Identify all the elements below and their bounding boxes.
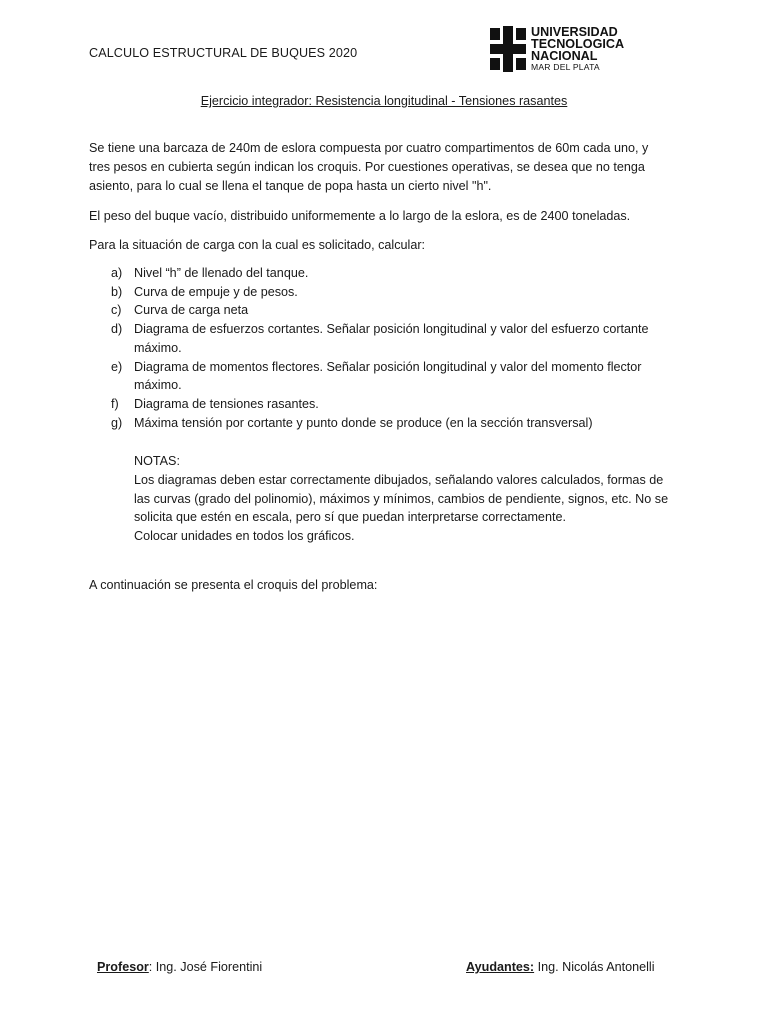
list-item bbox=[89, 414, 669, 433]
professor-name: Ing. José Fiorentini bbox=[155, 960, 263, 974]
list-item-letter: d) bbox=[111, 322, 123, 337]
logo-line-1: UNIVERSIDAD bbox=[531, 25, 618, 39]
exercise-title-text: Ejercicio integrador: Resistencia longitudinal - Tensiones rasantes bbox=[200, 94, 568, 108]
list-item-letter: c) bbox=[111, 303, 122, 318]
list-item-letter: a) bbox=[111, 266, 123, 280]
assistants-label: Ayudantes: bbox=[466, 960, 535, 974]
list-item-text: Nivel “h” de llenado del tanque. bbox=[134, 266, 309, 280]
list-item-text: Curva de empuje y de pesos. bbox=[134, 284, 298, 299]
task-list bbox=[89, 264, 669, 432]
utn-emblem-icon bbox=[489, 26, 527, 72]
list-item-text: Diagrama de esfuerzos cortantes. Señalar posición longitudinal y valor del esfuerzo cortante máximo. bbox=[134, 322, 649, 355]
logo-line-4: MAR DEL PLATA bbox=[531, 62, 600, 72]
notes-body: Los diagramas deben estar correctamente dibujados, señalando valores calculados, formas de las curvas (grado del polinomio), máximos y mínimos, cambios de pendiente, signos, etc. No se solicita que estén en escala, pero sí que puedan interpretarse correctamente. bbox=[134, 472, 669, 525]
professor-separator: : bbox=[148, 960, 156, 974]
logo-line-3: NACIONAL bbox=[531, 49, 598, 63]
closing-paragraph: A continuación se presenta el croquis del problema: bbox=[89, 578, 378, 592]
intro-paragraph-2: El peso del buque vacío, distribuido uniformemente a lo largo de la eslora, es de 2400 toneladas. bbox=[89, 209, 631, 223]
footer-professor bbox=[97, 960, 262, 974]
exercise-title bbox=[0, 94, 768, 108]
professor-label: Profesor bbox=[97, 960, 149, 974]
notes-units: Colocar unidades en todos los gráficos. bbox=[134, 529, 355, 544]
list-item bbox=[89, 283, 669, 302]
list-item bbox=[89, 395, 669, 414]
course-title: CALCULO ESTRUCTURAL DE BUQUES 2020 bbox=[89, 46, 358, 60]
footer-assistants bbox=[466, 960, 655, 974]
list-item bbox=[89, 264, 669, 283]
assistants-name: Ing. Nicolás Antonelli bbox=[537, 960, 655, 974]
intro-paragraph-3: Para la situación de carga con la cual es solicitado, calcular: bbox=[89, 238, 426, 252]
university-logo bbox=[489, 26, 624, 72]
list-item-text: Diagrama de momentos flectores. Señalar posición longitudinal y valor del momento flector máximo. bbox=[134, 359, 642, 393]
list-item-text: Curva de carga neta bbox=[134, 303, 249, 318]
list-item-text: Diagrama de tensiones rasantes. bbox=[134, 396, 319, 411]
list-item-letter: e) bbox=[111, 359, 123, 374]
notes-heading: NOTAS: bbox=[134, 454, 180, 468]
list-item-letter: b) bbox=[111, 284, 123, 299]
intro-paragraph-1: Se tiene una barcaza de 240m de eslora compuesta por cuatro compartimentos de 60m cada uno, y tres pesos en cubierta según indican los croquis. Por cuestiones operativas, se desea que no tenga asiento, para lo cual se llena el tanque de popa hasta un cierto nivel "h". bbox=[89, 141, 649, 193]
list-item-letter: g) bbox=[111, 415, 123, 430]
list-item-text: Máxima tensión por cortante y punto donde se produce (en la sección transversal) bbox=[134, 415, 593, 430]
list-item bbox=[89, 320, 669, 357]
list-item bbox=[89, 358, 669, 395]
list-item bbox=[89, 301, 669, 320]
list-item-letter: f) bbox=[111, 396, 119, 411]
notes-block bbox=[134, 452, 669, 546]
logo-line-2: TECNOLOGICA bbox=[531, 37, 625, 51]
logo-wordmark bbox=[531, 26, 624, 72]
